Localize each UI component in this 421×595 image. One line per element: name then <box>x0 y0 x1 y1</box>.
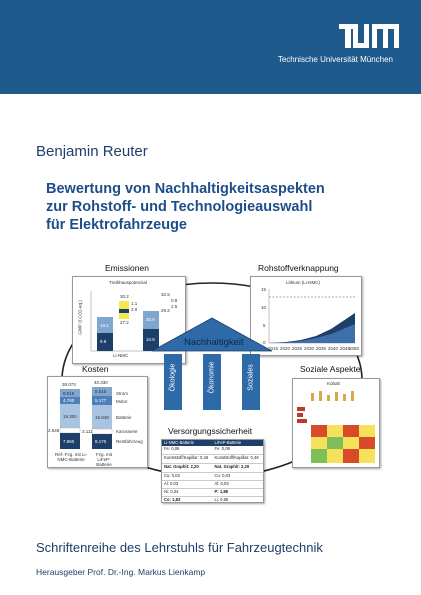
pillar-label: Ökologie <box>169 363 177 392</box>
university-name: Technische Universität München <box>277 55 393 64</box>
panel-title-soziale: Soziale Aspekte <box>300 364 361 374</box>
data-label: 15.300 <box>63 414 77 419</box>
legend-label: Motor <box>116 399 128 404</box>
table-cell: Al: 0,03 <box>164 481 179 486</box>
tick-label: 2015 <box>268 346 279 351</box>
table-row <box>162 481 263 489</box>
table-row <box>162 464 263 473</box>
table-cell: Cu: 0,03 <box>164 473 180 478</box>
tum-logo-icon <box>339 24 399 48</box>
book-title <box>46 180 406 234</box>
table-cell: Cu: 0,03 <box>214 473 231 478</box>
data-label: 10.8 <box>146 337 155 342</box>
data-label: 27.2 <box>120 320 129 325</box>
chart-title: Treibhauspotenzial <box>109 280 147 285</box>
panel-kosten <box>47 376 148 468</box>
data-label: 30.2 <box>120 294 129 299</box>
data-label: 4.780 <box>63 398 75 403</box>
data-label: 2.5 <box>171 304 178 309</box>
table-cell: Nat. Graphit: 2,20 <box>164 464 199 469</box>
data-label: 1.1 <box>131 301 138 306</box>
axis-label: GWP (t CO2-eq.) <box>77 300 83 335</box>
panel-versorgung <box>161 439 264 503</box>
legend-label: Strom <box>116 391 129 396</box>
table-row <box>162 446 263 455</box>
legend-label: Batterie <box>116 415 132 420</box>
tick-label: 2045 <box>340 346 351 351</box>
table-cell: Li: 0,65 <box>214 497 229 502</box>
category-label: Ref.-Fzg. mit Li-NMC-Batterie <box>54 452 87 462</box>
data-label: 20.9 <box>146 317 155 322</box>
data-label: 8.015 <box>95 389 107 394</box>
total-label: 40.330 <box>94 380 108 385</box>
title-line: für Elektrofahrzeuge <box>46 217 187 233</box>
table-row <box>162 455 263 464</box>
total-label: 38.073 <box>62 382 76 387</box>
data-label: 2.545 <box>48 428 60 433</box>
table-cell: Al: 0,03 <box>214 481 229 486</box>
chart-title: Lithium (Li-NMC) <box>286 280 321 285</box>
author-name: Benjamin Reuter <box>36 143 148 160</box>
chart-title: Kobalt <box>327 381 340 386</box>
table-cell: P: 1,88 <box>214 489 229 494</box>
title-line: Bewertung von Nachhaltigkeitsaspekten <box>46 181 325 197</box>
table-cell: Fe: 0,06 <box>164 446 180 451</box>
header-banner <box>0 0 421 94</box>
tick-label: 2020 <box>280 346 291 351</box>
pillar-label: Ökonomie <box>208 361 216 394</box>
data-label: 9.8 <box>100 339 107 344</box>
tick-label: 5 <box>263 323 266 328</box>
table-cell: Kunststoff/Kapillar: 0,46 <box>214 455 259 460</box>
table-header-cell: LiFeP-Batterie <box>214 440 242 445</box>
data-label: 32.5 <box>161 292 170 297</box>
data-label: 8.015 <box>63 391 75 396</box>
table-row <box>162 497 263 504</box>
panel-title-rohstoff: Rohstoffverknappung <box>258 263 339 273</box>
tick-label: 2035 <box>316 346 327 351</box>
axis-label: Li-NMC <box>113 353 129 358</box>
table-row <box>162 473 263 481</box>
data-label: 29.2 <box>161 308 170 313</box>
table-cell: Co: 1,83 <box>164 497 181 502</box>
table-cell: Kunststoff/Kapillar: 0,46 <box>164 455 209 460</box>
center-label: Nachhaltigkeit <box>184 337 244 348</box>
editor-line: Herausgeber Prof. Dr.-Ing. Markus Lienkamp <box>36 567 206 577</box>
tick-label: 2040 <box>328 346 339 351</box>
table-row <box>162 489 263 497</box>
data-label: 5.177 <box>95 398 107 403</box>
cover-graphic <box>40 258 385 503</box>
tick-label: 0 <box>263 340 266 345</box>
table-header-cell: Li-NMC-Batterie <box>164 440 195 445</box>
table-cell: Fe: 0,08 <box>214 446 230 451</box>
data-label: 3.111 <box>82 429 93 434</box>
panel-title-emissionen: Emissionen <box>105 263 149 273</box>
tick-label: 2050 <box>349 346 360 351</box>
legend-label: Karosserie <box>116 429 138 434</box>
data-label: 0.8 <box>171 298 178 303</box>
tick-label: 10 <box>261 305 267 310</box>
panel-title-kosten: Kosten <box>82 364 109 374</box>
legend-label: Restfahrzeug <box>116 439 143 444</box>
tick-label: 2030 <box>304 346 315 351</box>
pillar-label: Soziales <box>247 364 255 391</box>
title-line: zur Rohstoff- und Technologieauswahl <box>46 199 313 215</box>
data-label: 7.960 <box>63 439 75 444</box>
series-title: Schriftenreihe des Lehrstuhls für Fahrzeugtechnik <box>36 540 323 555</box>
data-label: 15.948 <box>95 415 109 420</box>
table-cell: Ni: 0,34 <box>164 489 179 494</box>
panel-title-versorgung: Versorgungssicherheit <box>168 426 253 436</box>
table-cell: Nat. Graphit: 2,20 <box>214 464 250 469</box>
category-label: Fzg. mit LiFeP-Batterie <box>95 452 112 467</box>
tick-label: 2025 <box>292 346 303 351</box>
data-label: 8.170 <box>95 439 107 444</box>
data-label: 18.2 <box>100 323 109 328</box>
social-heatmap <box>293 379 379 467</box>
data-label: 2.0 <box>131 307 138 312</box>
panel-soziale <box>292 378 380 468</box>
tick-label: 15 <box>261 287 267 292</box>
